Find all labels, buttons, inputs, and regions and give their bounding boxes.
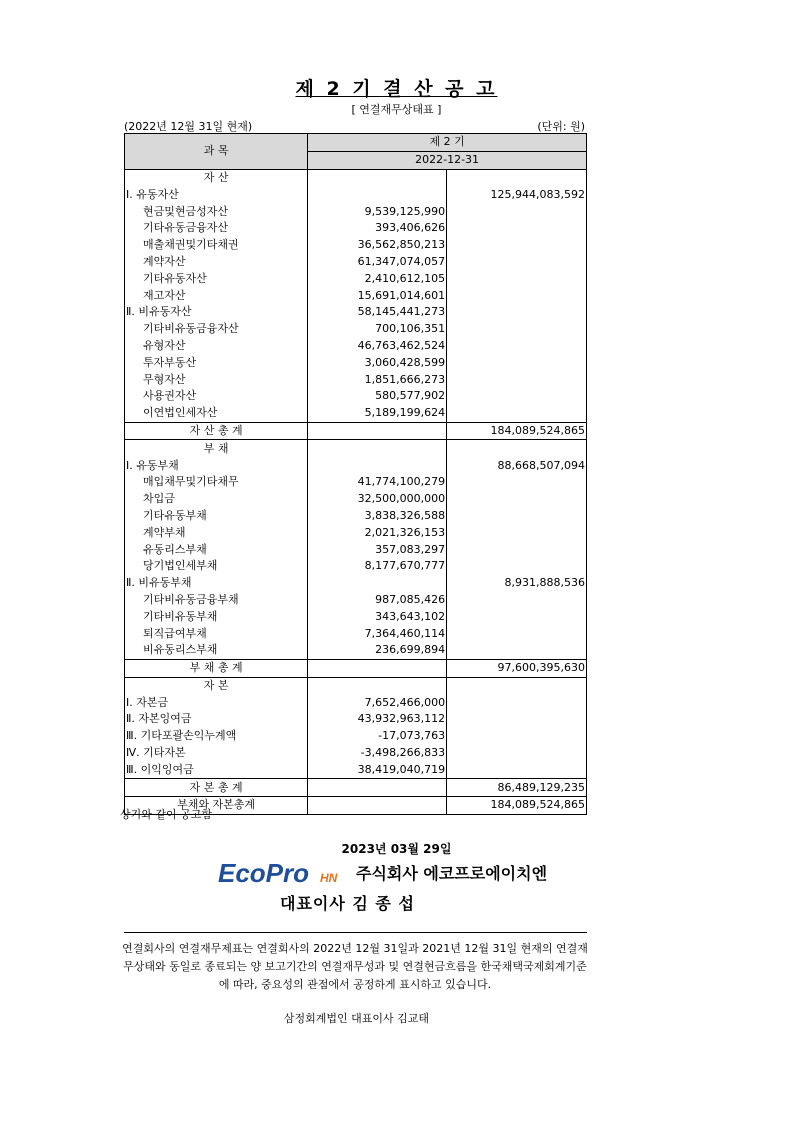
row-value-detail: 46,763,462,524 [308,338,447,355]
row-value-subtotal [447,608,587,625]
row-label: 자 본 [125,677,308,694]
table-row [125,659,587,677]
row-label: 유형자산 [125,338,308,355]
row-value-detail: 343,643,102 [308,608,447,625]
row-value-detail: 5,189,199,624 [308,405,447,422]
divider [124,932,587,933]
row-value-subtotal: 88,668,507,094 [447,457,587,474]
row-value-detail: 580,577,902 [308,388,447,405]
row-value-detail: 393,406,626 [308,220,447,237]
row-value-detail: 38,419,040,719 [308,761,447,778]
table-row [125,491,587,508]
row-value-detail [308,186,447,203]
row-label: Ⅲ. 기타포괄손익누계액 [125,728,308,745]
table-row [125,508,587,525]
table-row [125,321,587,338]
row-value-detail [308,659,447,677]
row-value-detail: 236,699,894 [308,642,447,659]
row-value-detail: 2,410,612,105 [308,270,447,287]
table-row [125,338,587,355]
row-value-subtotal [447,371,587,388]
row-value-subtotal [447,304,587,321]
row-value-subtotal [447,508,587,525]
row-value-subtotal [447,728,587,745]
table-row [125,254,587,271]
row-label: 기타유동금융자산 [125,220,308,237]
table-row [125,287,587,304]
table-row [125,388,587,405]
row-value-detail: 3,838,326,588 [308,508,447,525]
logo-text: EcoPro [218,858,310,888]
table-row [125,558,587,575]
row-value-subtotal: 184,089,524,865 [447,797,587,815]
row-value-detail [308,440,447,457]
row-value-detail: 7,652,466,000 [308,694,447,711]
row-value-subtotal: 184,089,524,865 [447,422,587,440]
row-value-subtotal [447,694,587,711]
row-label: 현금및현금성자산 [125,203,308,220]
table-row [125,745,587,762]
notice-date: 2023년 03월 29일 [341,842,452,856]
table-row [125,761,587,778]
table-row [125,694,587,711]
row-label: 부 채 [125,440,308,457]
row-label: 매입채무및기타채무 [125,474,308,491]
table-row [125,354,587,371]
table-row [125,422,587,440]
row-label: Ⅱ. 비유동자산 [125,304,308,321]
table-row [125,608,587,625]
table-row [125,237,587,254]
row-value-detail [308,169,447,186]
table-row [125,186,587,203]
row-label: 기타비유동금융자산 [125,321,308,338]
logo-sub: HN [320,871,338,885]
row-label: 자 산 [125,169,308,186]
table-row [125,457,587,474]
table-row [125,592,587,609]
row-value-subtotal [447,711,587,728]
row-value-detail: 61,347,074,057 [308,254,447,271]
row-label: 비유동리스부채 [125,642,308,659]
row-value-subtotal [447,388,587,405]
row-value-subtotal [447,321,587,338]
table-row [125,711,587,728]
row-label: 자 산 총 계 [125,422,308,440]
row-label: 기타유동자산 [125,270,308,287]
row-value-subtotal [447,270,587,287]
table-row [125,779,587,797]
row-value-detail [308,779,447,797]
row-label: 투자부동산 [125,354,308,371]
as-of-date: (2022년 12월 31일 현재) [124,120,253,133]
row-label: Ⅰ. 유동부채 [125,457,308,474]
row-value-detail [308,575,447,592]
row-label: 유동리스부채 [125,541,308,558]
row-label: 계약자산 [125,254,308,271]
row-value-subtotal [447,169,587,186]
auditor-signature: 삼정회계법인 대표이사 김교태 [283,1012,430,1025]
table-row [125,625,587,642]
row-label: 재고자산 [125,287,308,304]
row-value-subtotal [447,220,587,237]
row-value-subtotal [447,474,587,491]
table-row [125,642,587,659]
audit-opinion: 연결회사의 연결재무제표는 연결회사의 2022년 12월 31일과 2021년 12월 31일 현재의 연결재무상태와 동일로 종료되는 양 보고기간의 연결재무성과 및 연결현금흐름을 한국채택국제회계기준에 따라, 중요성의 관점에서 공정하게 표시하고 있습니다. [122,942,588,991]
company-name: 주식회사 에코프로에이치엔 [356,864,548,883]
row-value-subtotal: 97,600,395,630 [447,659,587,677]
table-row [125,203,587,220]
row-label: 기타비유동부채 [125,608,308,625]
row-label: 차입금 [125,491,308,508]
row-value-subtotal [447,745,587,762]
balance-sheet-table [124,133,587,815]
table-row [125,304,587,321]
table-row [125,371,587,388]
row-value-subtotal [447,592,587,609]
row-label: 당기법인세부채 [125,558,308,575]
row-label: 이연법인세자산 [125,405,308,422]
row-label: Ⅰ. 유동자산 [125,186,308,203]
row-value-detail: 32,500,000,000 [308,491,447,508]
row-value-subtotal [447,541,587,558]
row-value-subtotal [447,440,587,457]
row-value-subtotal [447,642,587,659]
table-row [125,728,587,745]
row-value-subtotal [447,203,587,220]
row-label: 사용권자산 [125,388,308,405]
ceo-name: 대표이사 김 종 섭 [280,894,415,913]
row-value-detail [308,422,447,440]
row-value-subtotal [447,354,587,371]
row-value-subtotal [447,338,587,355]
row-label: 계약부채 [125,524,308,541]
row-label: 기타비유동금융부채 [125,592,308,609]
row-value-detail: -17,073,763 [308,728,447,745]
row-value-subtotal: 125,944,083,592 [447,186,587,203]
table-row [125,524,587,541]
row-label: 무형자산 [125,371,308,388]
row-label: 기타유동부채 [125,508,308,525]
row-value-detail: 1,851,666,273 [308,371,447,388]
row-value-subtotal [447,491,587,508]
row-label: 퇴직급여부채 [125,625,308,642]
row-label: Ⅰ. 자본금 [125,694,308,711]
row-value-detail [308,677,447,694]
row-value-subtotal [447,287,587,304]
row-label: 부채와 자본총계 [125,797,308,815]
row-value-detail: 43,932,963,112 [308,711,447,728]
row-label: 부 채 총 계 [125,659,308,677]
row-label: Ⅱ. 자본잉여금 [125,711,308,728]
row-value-subtotal [447,254,587,271]
row-value-subtotal [447,237,587,254]
row-value-detail [308,457,447,474]
row-value-detail: -3,498,266,833 [308,745,447,762]
row-value-detail: 9,539,125,990 [308,203,447,220]
row-value-detail: 987,085,426 [308,592,447,609]
row-value-detail: 700,106,351 [308,321,447,338]
table-row [125,440,587,457]
table-row [125,575,587,592]
row-value-detail: 357,083,297 [308,541,447,558]
row-value-detail: 36,562,850,213 [308,237,447,254]
row-value-subtotal: 86,489,129,235 [447,779,587,797]
row-value-subtotal [447,405,587,422]
table-row [125,220,587,237]
table-row [125,677,587,694]
row-label: Ⅲ. 이익잉여금 [125,761,308,778]
row-value-detail: 2,021,326,153 [308,524,447,541]
row-value-detail: 41,774,100,279 [308,474,447,491]
row-value-detail: 3,060,428,599 [308,354,447,371]
row-label: 자 본 총 계 [125,779,308,797]
statement-subtitle: [ 연결재무상태표 ] [351,103,442,116]
row-value-detail: 15,691,014,601 [308,287,447,304]
col-subject-header: 과 목 [125,134,308,170]
col-period-header: 제 2 기 [308,134,587,152]
table-row [125,541,587,558]
table-row [125,169,587,186]
row-value-detail [308,797,447,815]
unit-label: (단위: 원) [537,120,585,133]
row-value-subtotal [447,625,587,642]
row-value-subtotal: 8,931,888,536 [447,575,587,592]
row-value-detail: 7,364,460,114 [308,625,447,642]
ecopro-logo [216,858,346,888]
row-value-detail: 8,177,670,777 [308,558,447,575]
row-label: Ⅳ. 기타자본 [125,745,308,762]
row-value-detail: 58,145,441,273 [308,304,447,321]
table-row [125,270,587,287]
col-date-header: 2022-12-31 [308,151,587,169]
row-value-subtotal [447,524,587,541]
notice-closing: 상기와 같이 공고함 [120,808,213,821]
row-value-subtotal [447,677,587,694]
row-value-subtotal [447,761,587,778]
row-label: 매출채권및기타채권 [125,237,308,254]
page-title: 제 2 기 결 산 공 고 [295,78,498,100]
row-label: Ⅱ. 비유동부채 [125,575,308,592]
row-value-subtotal [447,558,587,575]
table-row [125,474,587,491]
table-row [125,405,587,422]
